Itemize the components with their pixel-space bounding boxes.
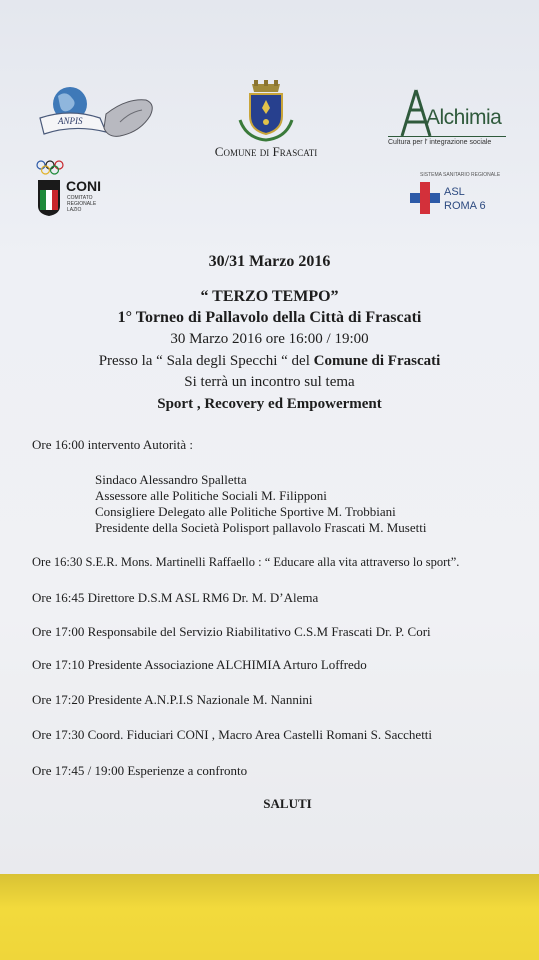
event-title: “ TERZO TEMPO” [200, 288, 339, 305]
event-subtitle: 1° Torneo di Pallavolo della Città di Frascati [117, 309, 422, 326]
authority-item: Consigliere Delegato alle Politiche Sportive M. Trobbiani [95, 504, 396, 519]
theme-title: Sport , Recovery ed Empowerment [157, 396, 382, 412]
closing-greeting: SALUTI [263, 796, 312, 811]
coni-flag-icon [36, 178, 62, 218]
comune-logo [206, 80, 326, 164]
asl-region: ROMA 6 [444, 200, 486, 212]
alchimia-logo [380, 88, 510, 152]
anpis-logo-icon [36, 84, 158, 148]
asl-header: SISTEMA SANITARIO REGIONALE [420, 172, 501, 178]
asl-cross-icon [410, 182, 440, 214]
comune-crest-icon [206, 80, 326, 144]
alchimia-tagline: Cultura per l' integrazione sociale [388, 139, 492, 146]
program-item-authorities: Ore 16:00 intervento Autorità : [32, 437, 194, 452]
olympic-rings-icon [36, 160, 66, 176]
anpis-logo [36, 84, 158, 148]
asl-name: ASL [444, 186, 465, 198]
coni-subtitle-2: REGIONALE [67, 201, 97, 207]
program-item: Ore 17:20 Presidente A.N.P.I.S Nazionale M. Nannini [32, 692, 313, 707]
program-item: Ore 17:45 / 19:00 Esperienze a confronto [32, 763, 248, 778]
authority-item: Assessore alle Politiche Sociali M. Filipponi [95, 488, 327, 503]
program-item: Ore 16:30 S.E.R. Mons. Martinelli Raffaello : “ Educare alla vita attraverso lo sport”. [32, 555, 460, 569]
asl-logo [410, 172, 526, 220]
theme-intro: Si terrà un incontro sul tema [184, 374, 355, 390]
program-item: Ore 17:00 Responsabile del Servizio Riabilitativo C.S.M Frascati Dr. P. Cori [32, 624, 431, 639]
program-item: Ore 17:10 Presidente Associazione ALCHIMIA Arturo Loffredo [32, 657, 367, 672]
event-venue [0, 353, 539, 370]
alchimia-logo-name: Alchimia [426, 106, 502, 129]
coni-subtitle-1: COMITATO [67, 195, 93, 201]
authority-item: Presidente della Società Polisport pallavolo Frascati M. Musetti [95, 520, 427, 535]
event-datetime: 30 Marzo 2016 ore 16:00 / 19:00 [170, 331, 369, 347]
event-venue-prefix: Presso la “ Sala degli Specchi “ del [98, 353, 310, 369]
coni-subtitle-3: LAZIO [67, 207, 82, 213]
program-item: Ore 17:30 Coord. Fiduciari CONI , Macro Area Castelli Romani S. Sacchetti [32, 727, 433, 742]
coni-logo [36, 160, 126, 222]
event-venue-name: Comune di Frascati [313, 353, 441, 369]
yellow-background [0, 874, 539, 960]
coni-logo-name: CONI [66, 178, 101, 194]
event-date: 30/31 Marzo 2016 [208, 253, 331, 270]
program-item: Ore 16:45 Direttore D.S.M ASL RM6 Dr. M. D’Alema [32, 590, 319, 605]
authority-item: Sindaco Alessandro Spalletta [95, 472, 247, 487]
comune-logo-label: Comune di Frascati [214, 144, 318, 159]
anpis-logo-text: ANPIS [58, 116, 83, 126]
